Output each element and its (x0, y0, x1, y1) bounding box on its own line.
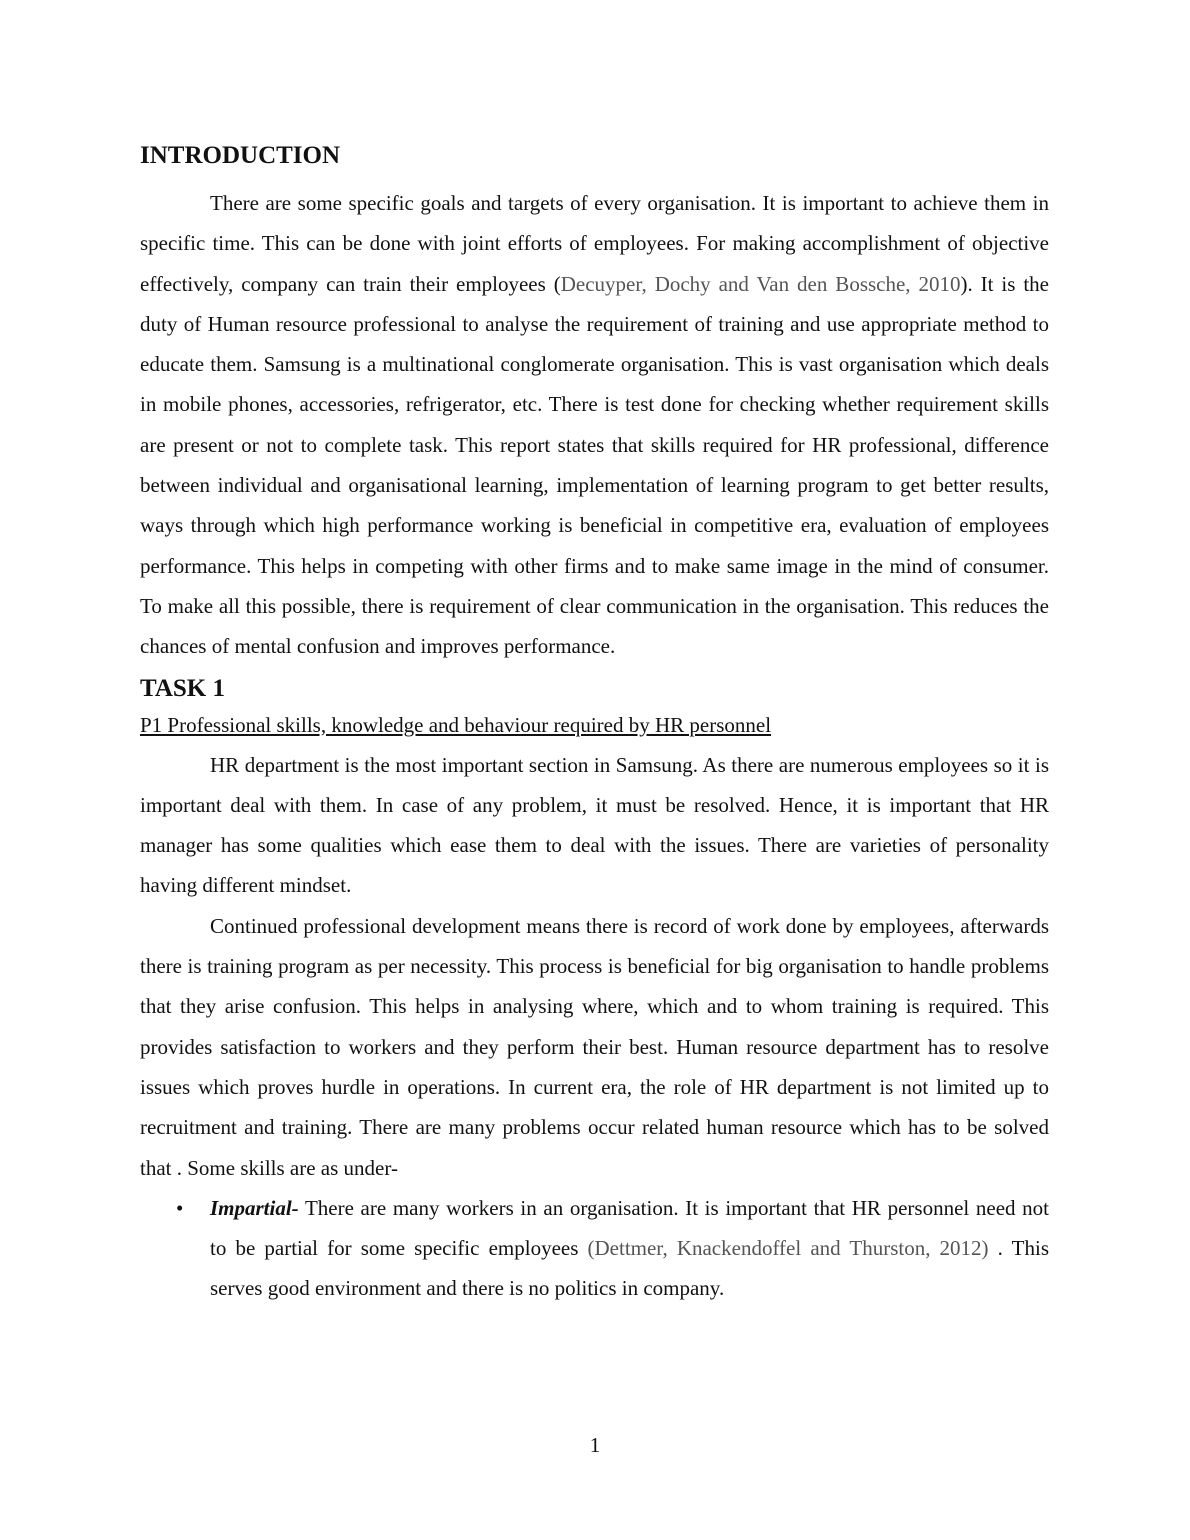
introduction-paragraph (140, 183, 1049, 667)
skill-text-part-1: There are many workers in an organisation. It is important that HR personnel need not to be partial for some specific employees (210, 1195, 1049, 1261)
task1-paragraph-2: Continued professional development means there is record of work done by employees, afterwards there is training program as per necessity. This process is beneficial for big organisation to handle problems that they arise confusion. This helps in analysing where, which and to whom training is required. This provides satisfaction to workers and they perform their best. Human resource department has to resolve issues which proves hurdle in operations. In current era, the role of HR department is not limited up to recruitment and training. There are many problems occur related human resource which has to be solved that . Some skills are as under- (140, 913, 1049, 1180)
introduction-heading: INTRODUCTION (140, 142, 341, 169)
document-page (140, 137, 1049, 1309)
intro-text-part-2: ). It is the duty of Human resource professional to analyse the requirement of training and use appropriate method to educate them. Samsung is a multinational conglomerate organisation. This is vast organisation which deals in mobile phones, accessories, refrigerator, etc. There is test done for checking whether requirement skills are present or not to complete task. This report states that skills required for HR professional, difference between individual and organisational learning, implementation of learning program to get better results, ways through which high performance working is beneficial in competitive era, evaluation of employees performance. This helps in competing with other firms and to make same image in the mind of consumer. To make all this possible, there is requirement of clear communication in the organisation. This reduces the chances of mental confusion and improves performance. (140, 271, 1049, 659)
task1-paragraph-1: HR department is the most important section in Samsung. As there are numerous employees so it is important deal with them. In case of any problem, it must be resolved. Hence, it is important that HR manager has some qualities which ease them to deal with the issues. There are varieties of personality having different mindset. (140, 752, 1049, 898)
bullet-icon: • (176, 1195, 184, 1220)
intro-text-part-1: There are some specific goals and targets of every organisation. It is important to achieve them in specific time. This can be done with joint efforts of employees. For making accomplishment of objective effectively, company can train their employees ( (140, 191, 1049, 296)
intro-citation: Decuyper, Dochy and Van den Bossche, 2010 (560, 271, 961, 296)
skills-list (140, 1188, 1049, 1309)
skill-term: Impartial- (210, 1195, 299, 1220)
list-item (140, 1188, 1049, 1309)
p1-subheading: P1 Professional skills, knowledge and behaviour required by HR personnel (140, 712, 772, 737)
task1-heading: TASK 1 (140, 674, 225, 702)
skill-text-part-2: . This serves good environment and there is no politics in company. (210, 1236, 1049, 1301)
page-number: 1 (589, 1433, 601, 1457)
skill-citation: (Dettmer, Knackendoffel and Thurston, 2012) (587, 1236, 989, 1261)
